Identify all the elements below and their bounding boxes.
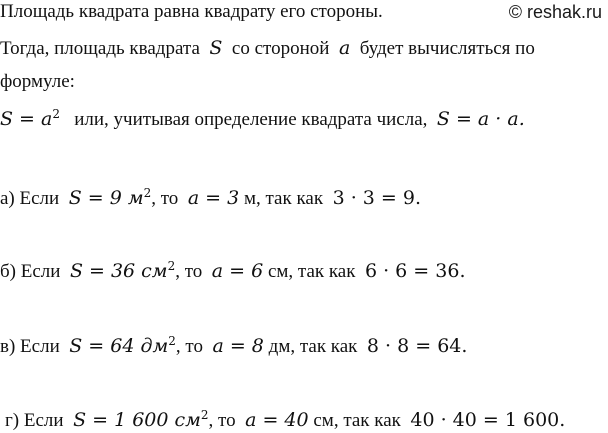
item-area-exponent: 2 <box>200 408 209 422</box>
item-mid: , то <box>151 188 179 209</box>
formula-exponent: 2 <box>52 107 60 121</box>
item-area: S = 64 дм <box>69 335 169 357</box>
item-area-exponent: 2 <box>167 259 176 273</box>
formula-left: S = a <box>0 108 53 130</box>
intro-middle: со стороной <box>231 38 330 59</box>
item-prefix: г) Если <box>5 410 64 431</box>
item-unit-text: см, так как <box>267 261 356 282</box>
item-check: 8 · 8 = 64. <box>366 335 468 357</box>
item-a <box>0 186 421 211</box>
var-a: a <box>338 37 351 59</box>
item-prefix: б) Если <box>0 261 61 282</box>
formula-right: S = a · a. <box>436 108 525 130</box>
item-d <box>5 408 565 433</box>
item-mid: , то <box>175 261 203 282</box>
item-side: a = 6 <box>211 260 264 282</box>
item-side: a = 40 <box>245 409 309 431</box>
formula-text: или, учитывая определение квадрата числа, <box>74 109 428 130</box>
item-check: 3 · 3 = 9. <box>332 187 422 209</box>
intro-line <box>0 36 535 61</box>
item-area-exponent: 2 <box>168 334 176 348</box>
formula-line <box>0 107 525 132</box>
item-b <box>0 259 465 284</box>
item-unit-text: дм, так как <box>268 336 358 357</box>
item-area: S = 9 м <box>68 187 144 209</box>
formula-label: формуле: <box>0 71 75 92</box>
item-unit-text: м, так как <box>243 188 324 209</box>
item-prefix: а) Если <box>0 188 60 209</box>
title-line <box>0 0 383 24</box>
intro-suffix: будет вычисляться по <box>359 38 535 59</box>
watermark[interactable]: © reshak.ru <box>508 2 602 22</box>
title-text: Площадь квадрата равна квадрату его стороны. <box>0 1 383 22</box>
item-check: 6 · 6 = 36. <box>364 260 466 282</box>
var-s: S <box>209 37 223 59</box>
item-check: 40 · 40 = 1 600. <box>410 409 566 431</box>
formula-label-line <box>0 70 75 94</box>
intro-prefix: Тогда, площадь квадрата <box>0 38 200 59</box>
item-area: S = 1 600 см <box>73 409 201 431</box>
item-mid: , то <box>208 410 236 431</box>
item-c <box>0 334 467 359</box>
item-mid: , то <box>175 336 203 357</box>
item-side: a = 3 <box>187 187 240 209</box>
item-area-exponent: 2 <box>143 186 152 200</box>
item-side: a = 8 <box>212 335 264 357</box>
item-area: S = 36 см <box>69 260 168 282</box>
item-prefix: в) Если <box>0 336 60 357</box>
item-unit-text: см, так как <box>313 410 401 431</box>
